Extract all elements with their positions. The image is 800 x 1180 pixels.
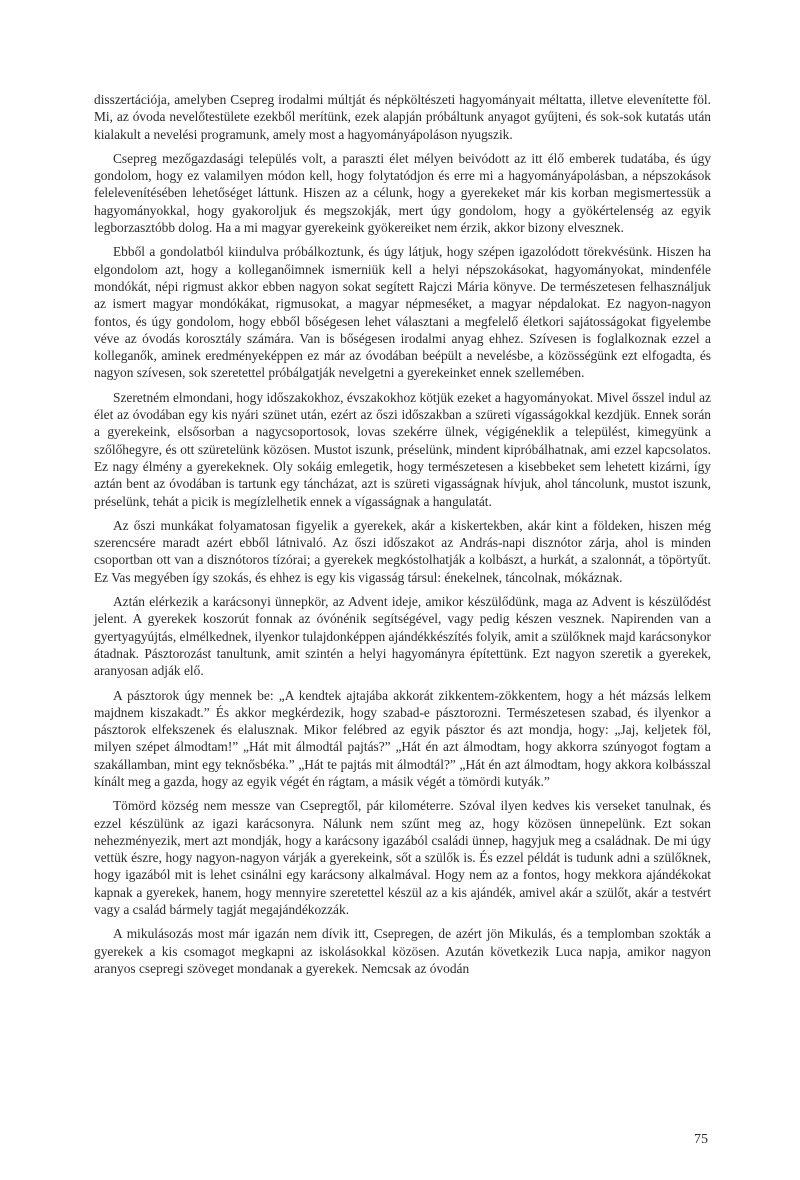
- paragraph-7: A pásztorok úgy mennek be: „A kendtek ajtajába akkorát zikkentem-zökkentem, hogy a hét mázsás lelkem majdnem kiszakadt.” És akkor megkérdezik, hogy szabad-e pásztorozni. Természetesen szabad, és ilyenkor a pásztorok elfekszenek és elalusznak. Mikor felébred az egyik pásztor és azt mondja, hogy: „Jaj, keljetek föl, milyen szépet álmodtam!” „Hát mit álmodtál pajtás?” „Hát én azt álmodtam, hogy akkorra szúnyogot fogtam a szakállamban, mint egy teknősbéka.” „Hát te pajtás mit álmodtál?” „Hát én azt álmodtam, hogy akkora kolbásszal kínált meg a gazda, hogy az egyik végét én rágtam, a másik végét a tömördi kutyák.”: [94, 687, 711, 789]
- paragraph-3: Ebből a gondolatból kiindulva próbálkoztunk, és úgy látjuk, hogy szépen igazolódott törekvésünk. Hiszen ha elgondolom azt, hogy a kolleganőimnek ismerniük kell a helyi népszokásokat, hagyományokat, mindenféle mondókát, népi rigmust akkor ebben nagyon sokat segített Rajczi Mária könyve. De természetesen felhasználjuk az ismert magyar mondókákat, rigmusokat, a magyar népmeséket, a magyar népdalokat. Ez nagyon-nagyon fontos, és úgy gondolom, hogy ebből bőségesen lehet választani a megfelelő életkori sajátosságokat figyelembe véve az óvodás korosztály számára. Van is bőségesen irodalmi anyag ehhez. Szívesen is foglalkoznak ezzel a kolleganők, aminek eredményeképpen ez már az óvodában beépült a nevelésbe, a közösségünk ezt elfogadta, és nagyon szívesen, sok szeretettel próbálgatják nevelgetni a gyerekeinket ennek szellemében.: [94, 244, 711, 381]
- paragraph-6: Aztán elérkezik a karácsonyi ünnepkör, az Advent ideje, amikor készülődünk, maga az Advent is készülődést jelent. A gyerekek koszorút fonnak az óvónénik segítségével, vagy pedig készen vesznek. Napirenden van a gyertyagyújtás, elmélkednek, ilyenkor tulajdonképpen ajándékkészítés folyik, amit a szülőknek majd karácsonykor átadnak. Pásztorozást tanultunk, amit szintén a helyi hagyományra építettünk. Ezt nagyon szeretik a gyerekek, aranyosan adják elő.: [94, 594, 711, 679]
- page-number: 75: [694, 1132, 708, 1147]
- paragraph-8: Tömörd község nem messze van Csepregtől, pár kilométerre. Szóval ilyen kedves kis verseket tanulnak, és ezzel készülünk az igazi karácsonyra. Nálunk nem szűnt meg az, hogy közösen ünnepelünk. Ezt sokan nehezményezik, mert azt mondják, hogy a karácsony igazából családi ünnep, hagyjuk meg a családnak. De mi úgy vettük észre, hogy nagyon-nagyon várják a gyerekeink, sőt a szülők is. És ezzel példát is tudunk adni a szülőknek, hogy igazából mit is lehet csinálni egy karácsony alkalmával. Hogy nem az a fontos, hogy mekkora ajándékokat kapnak a gyerekek, hanem, hogy mennyire szeretettel készül az a kis ajándék, amivel akár a szülőt, akár a testvért vagy a család bármely tagját megajándékozzák.: [94, 798, 711, 918]
- paragraph-2: Csepreg mezőgazdasági település volt, a paraszti élet mélyen beivódott az itt élő emberek tudatába, és úgy gondolom, hogy ez valamilyen módon kell, hogy folytatódjon és erre mi a hagyományápolásban, a népszokások felelevenítésében lehetőséget láttunk. Hiszen az a célunk, hogy a gyerekeket már kis korban megismertessük a hagyományokkal, hogy gyakoroljuk és megszokják, mert úgy gondolom, hogy a gyökértelenség az egyik legborzasztóbb dolog. Ha a mi magyar gyerekeink gyökereiket nem érzik, akkor bizony elvesznek.: [94, 150, 711, 236]
- paragraph-1: disszertációja, amelyben Csepreg irodalmi múltját és népköltészeti hagyományait méltatta, illetve elevenítette föl. Mi, az óvoda nevelőtestülete ezekből merítünk, ezek alapján próbáltunk anyagot gyűjteni, és sok-sok kutatás után kialakult a nevelési programunk, amely most a hagyományápoláson nyugszik.: [94, 92, 711, 142]
- document-body: [94, 91, 711, 984]
- paragraph-5: Az őszi munkákat folyamatosan figyelik a gyerekek, akár a kiskertekben, akár kint a földeken, hiszen még szerencsére maradt azért ebből látnivaló. Az őszi időszakot az András-napi disznótor zárja, ahol is minden csoportban ott van a disznótoros tízórai; a gyerekek megkóstolhatják a kolbászt, a hurkát, a szalonnát, a töpörtyűt. Ez Vas megyében így szokás, és ehhez is egy kis vigasság társul: énekelnek, táncolnak, mókáznak.: [94, 517, 711, 585]
- paragraph-9: A mikulásozás most már igazán nem dívik itt, Csepregen, de azért jön Mikulás, és a templomban szokták a gyerekek a kis csomagot megkapni az iskolásokkal közösen. Azután következik Luca napja, amikor nagyon aranyos csepregi szöveget mondanak a gyerekek. Nemcsak az óvodán: [94, 926, 711, 976]
- paragraph-4: Szeretném elmondani, hogy időszakokhoz, évszakokhoz kötjük ezeket a hagyományokat. Mivel ősszel indul az élet az óvodában egy kis nyári szünet után, ezért az őszi időszakban a szüreti vígasságokkal kezdjük. Ennek során a gyerekeink, elsősorban a nagycsoportosok, lovas szekérre ülnek, végigéneklik a települést, kimegyünk a szőlőhegyre, és ott szüretelünk közösen. Mustot iszunk, préselünk, mindent kipróbálhatnak, ami ezzel kapcsolatos. Ez nagy élmény a gyerekeknek. Oly sokáig emlegetik, hogy természetesen a kisebbeket sem lehetett kizárni, így aztán bent az óvodában is tartunk egy táncházat, azt is szüreti vigasságnak hívjuk, ahol táncolunk, mustot iszunk, préselünk, tehát a picik is megízlelhetik ennek a vígasságnak a hangulatát.: [94, 389, 711, 509]
